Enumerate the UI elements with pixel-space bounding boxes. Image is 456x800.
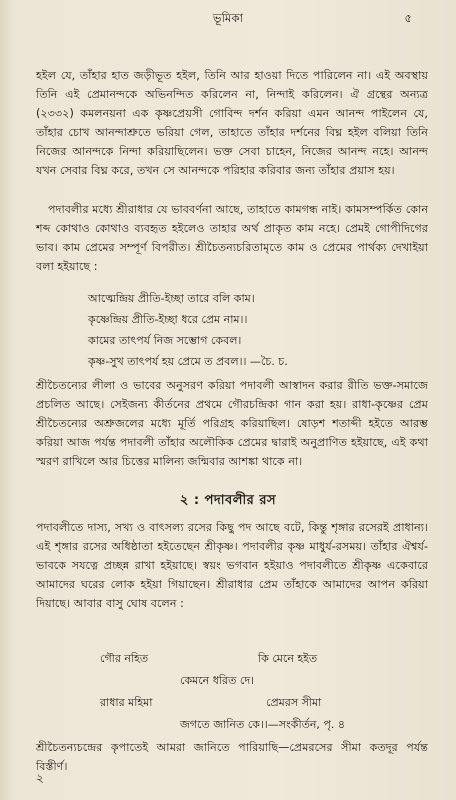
paragraph-1: হইল যে, তাঁহার হাত জড়ীভূত হইল, তিনি আর হাওয়া দিতে পারিলেন না। এই অবস্থায় তিনি এই প্রেমানন্দকে অভিনন্দিত করিলেন না, নিন্দাই করিলেন। ঐ গ্রন্থের অন্যত্র (২৩৩২) কমলনয়না এক কৃষ্ণপ্রেয়সী গোবিন্দ দর্শন করিয়া এমন আনন্দ পাইলেন যে, তাঁহার চোখ আনন্দাশ্রুতে ভরিয়া গেল, তাহাতে তাঁহার দর্শনের বিঘ্ন হইল বলিয়া তিনি নিজের আনন্দকে নিন্দা করিয়াছিলেন। ভক্ত সেবা চাহেন, নিজের আনন্দ নহে। আনন্দ যখন সেবার বিঘ্ন করে, তখন সে আনন্দকে পরিহার করিবার জন্য তাঁহার প্রয়াস হয়। bbox=[36, 69, 428, 177]
verse-2-line-3: কেমনে ধরিত দে। bbox=[180, 674, 255, 687]
verse-2-line-5: প্রেমরস সীমা bbox=[266, 696, 322, 709]
paragraph-2: পদাবলীর মধ্যে শ্রীরাধার যে ভাববর্ণনা আছে, তাহাতে কামগন্ধ নাই। কামসম্পর্কিত কোন শব্দ কোথাও কোথাও ব্যবহৃত হইলেও তাহার অর্থ প্রাকৃত কাম নহে। প্রেমই গোপীদিগের ভাব। কাম প্রেমের সম্পূর্ণ বিপরীত। শ্রীচৈতন্যচরিতামৃতে কাম ও প্রেমের পার্থক্য দেখাইয়া বলা হইয়াছে : bbox=[36, 203, 428, 273]
folio-mark: ২ bbox=[36, 771, 44, 785]
verse-1-line-1: আত্মেন্দ্রিয় প্রীতি-ইচ্ছা তারে বলি কাম। bbox=[88, 292, 255, 305]
running-header-title: ভূমিকা bbox=[212, 11, 244, 25]
paragraph-4: পদাবলীতে দাস্য, সখ্য ও বাৎসল্য রসের কিছু পদ আছে বটে, কিন্তু শৃঙ্গার রসেরই প্রাধান্য। এই শৃঙ্গার রসের অধিষ্ঠাতা হইতেছেন শ্রীকৃষ্ণ। পদাবলীর কৃষ্ণ মাধুর্য-রসময়। তাঁহার ঐশ্বর্য-ভাবকে সযত্নে প্রচ্ছন্ন রাখা হইয়াছে। স্বয়ং ভগবান হইয়াও পদাবলীতে শ্রীকৃষ্ণ একেবারে আমাদের ঘরের লোক হইয়া গিয়াছেন। শ্রীরাধার প্রেম তাঁহাকে আমাদের আপন করিয়া দিয়াছে। আবার বাসু ঘোষ বলেন : bbox=[36, 521, 428, 610]
verse-1-line-4: কৃষ্ণ-সুখ তাৎপর্য হয় প্রেমে ত প্রবল।। —চৈ. চ. bbox=[88, 355, 288, 368]
verse-2-line-6: জগতে জানিত কে।।—সংকীর্তন, পৃ. ৪ bbox=[180, 718, 345, 731]
verse-2-line-4: রাধার মহিমা bbox=[100, 696, 153, 709]
paragraph-5: শ্রীচৈতন্যচন্দ্রের কৃপাতেই আমরা জানিতে পারিয়াছি—প্রেমরসের সীমা কতদূর পর্যন্ত বিস্তীর্ণ। bbox=[36, 741, 428, 773]
verse-2-line-1: গৌর নহিত bbox=[100, 652, 149, 665]
paragraph-3: শ্রীচৈতন্যের লীলা ও ভাবের অনুসরণ করিয়া পদাবলী আস্বাদন করার রীতি ভক্ত-সমাজে প্রচলিত আছে। সেইজন্য কীর্তনের প্রথমে গৌরচন্দ্রিকা গান করা হয়। রাধা-কৃষ্ণের প্রেম শ্রীচৈতন্যের অশ্রুজলের মধ্যে মূর্তি পরিগ্রহ করিয়াছিল। ষোড়শ শতাব্দী হইতে আরম্ভ করিয়া আজ পর্যন্ত পদাবলী তাঁহার অলৌকিক প্রেমের দ্বারাই অনুপ্রাণিত হইয়াছে, এই কথা স্মরণ রাখিলে আর চিত্তের মালিন্য জন্মিবার আশঙ্কা থাকে না। bbox=[36, 379, 428, 468]
section-heading: ২ : পদাবলীর রস bbox=[179, 493, 277, 508]
verse-1-line-2: কৃষ্ণেন্দ্রিয় প্রীতি-ইচ্ছা ধরে প্রেম নাম।। bbox=[88, 313, 248, 326]
verse-2-line-2: কি মেনে হইত bbox=[258, 652, 318, 665]
verse-1-line-3: কামের তাৎপর্য নিজ সম্ভোগ কেবল। bbox=[88, 334, 242, 347]
page-number: ৫ bbox=[404, 11, 412, 25]
